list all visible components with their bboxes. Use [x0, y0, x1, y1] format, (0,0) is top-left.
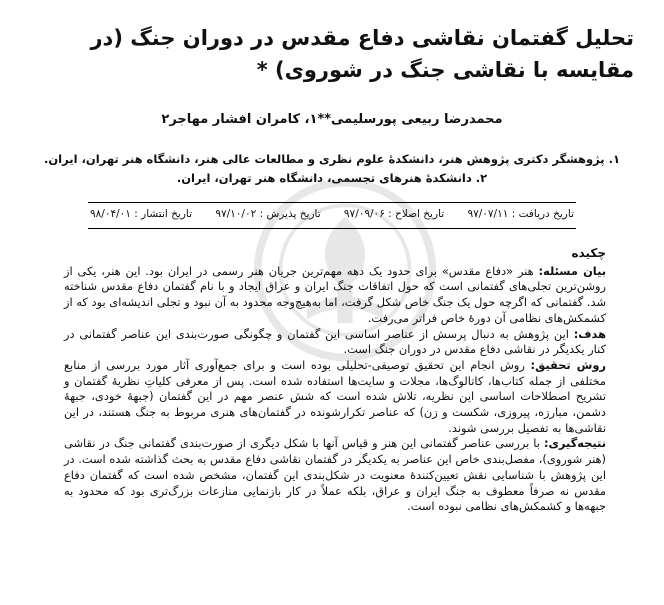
- result-text: با بررسی عناصر گفتمانی این هنر و قیاس آنها با شکل دیگری از صورت‌بندی گفتمانی جنگ در نقاشی (هنر شوروی)، مفصل‌بندی خاص این عناصر به یکدیگر در گفتمان نقاشی دفاع مقدس به بحث گذاشته شده است. در این پژوهش با شناسایی نقش تعیین‌کنندهٔ معنویت در شکل‌بندی این گفتمان، مشخص شده است که گفتمان دفاع مقدس نه صرفاً معطوف به جنگ ایران و عراق، بلکه عملاً در کار بازنمایی منازعات بزرگ‌تری بود که محدود به جبهه‌ها و کشمکش‌های نظامی نبوده است.: [64, 436, 606, 514]
- abstract-goal: [64, 327, 606, 358]
- date-received: تاریخ دریافت : ۹۷/۰۷/۱۱: [467, 208, 574, 220]
- date-published: تاریخ انتشار : ۹۸/۰۴/۰۱: [90, 208, 193, 220]
- goal-label: هدف:: [573, 326, 606, 341]
- problem-text: هنر «دفاع مقدس» برای حدود یک دهه مهم‌ترین جریان هنر رسمی در ایران بود. این هنر، یکی از روشن‌ترین تجلی‌های گفتمانی است که حول اتفاقات جنگ ایران و عراق ایجاد و با نام گفتمان دفاع مقدس شناخته شد. گفتمانی که اگرچه حول یک جنگ خاص شکل گرفت، اما به‌هیچ‌وجه محدود به آن نبود و تجلی اندیشه‌ای بود که از کشمکش‌های نظامی آن دورهٔ خاص فراتر می‌رفت.: [64, 263, 606, 325]
- article-dates: [90, 208, 574, 220]
- method-label: روش تحقیق:: [530, 357, 606, 372]
- result-label: نتیجه‌گیری:: [543, 436, 606, 451]
- affiliation-1: ۱. پژوهشگر دکتری پژوهش هنر، دانشکدهٔ علوم نظری و مطالعات عالی هنر، دانشگاه هنر تهران، ایران.: [44, 152, 620, 166]
- problem-label: بیان مسئله:: [538, 263, 606, 278]
- divider-top: [88, 202, 576, 203]
- affiliation-2: ۲. دانشکدهٔ هنرهای تجسمی، دانشگاه هنر تهران، ایران.: [176, 171, 488, 185]
- paper-title: تحلیل گفتمان نقاشی دفاع مقدس در دوران جنگ (در مقایسه با نقاشی جنگ در شوروی) *: [90, 26, 634, 82]
- date-revised: تاریخ اصلاح : ۹۷/۰۹/۰۶: [343, 208, 445, 220]
- date-accepted: تاریخ پذیرش : ۹۷/۱۰/۰۲: [215, 208, 321, 220]
- abstract-problem: [64, 264, 606, 327]
- abstract-heading: چکیده: [571, 246, 606, 260]
- goal-text: این پژوهش به دنبال پرسش از عناصر اساسی این گفتمان و چگونگی صورت‌بندی این عناصر گفتمانی در کنار یکدیگر در نقاشی دفاع مقدس در دوران جنگ است.: [64, 326, 606, 357]
- divider-bottom: [88, 228, 576, 229]
- author-list: محمدرضا ربیعی پورسلیمی**۱، کامران افشار مهاجر۲: [161, 112, 503, 127]
- abstract-section: [64, 246, 606, 515]
- abstract-result: [64, 436, 606, 515]
- abstract-method: [64, 358, 606, 437]
- method-text: روش انجام این تحقیق توصیفی-تحلیلی بوده است و برای جمع‌آوری آثار مورد بررسی از منابع مختلفی از جمله کتاب‌ها، کاتالوگ‌ها، مجلات و سایت‌ها استفاده شده است. پس از معرفی کلیاتِ نظریهٔ گفتمان و تشریح اصطلاحات اساسی این نظریه، تلاش شده است که شش عنصر مهم در این گفتمان (جبههٔ خودی، جبههٔ دشمن، مبارزه، پیروزی، شکست و زن) که عناصر تکرارشونده در گفتمان‌های هنری مربوط به جنگ هستند، در این نقاشی‌ها به تفصیل بررسی شوند.: [64, 357, 606, 435]
- affiliations: [40, 150, 624, 188]
